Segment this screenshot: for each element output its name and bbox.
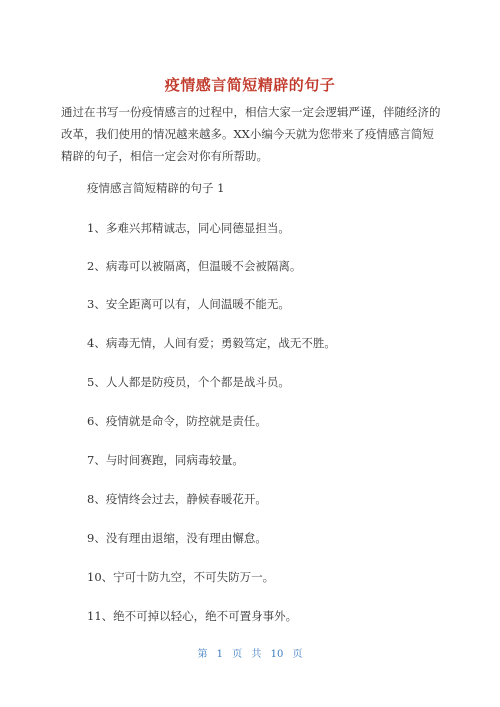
- list-item: 2、病毒可以被隔离，但温暖不会被隔离。: [87, 259, 302, 273]
- list-item: 7、与时间赛跑，同病毒较量。: [87, 453, 244, 467]
- list-item: 11、绝不可掉以轻心，绝不可置身事外。: [87, 609, 298, 623]
- list-item: 3、安全距离可以有，人间温暖不能无。: [87, 297, 290, 311]
- list-item: 6、疫情就是命令，防控就是责任。: [87, 414, 267, 428]
- list-item: 8、疫情终会过去，静候春暖花开。: [87, 492, 267, 506]
- intro-paragraph: 通过在书写一份疫情感言的过程中，相信大家一定会逻辑严谨，伴随经济的改革，我们使用的情况越来越多。XX小编今天就为您带来了疫情感言简短精辟的句子，相信一定会对你有所帮助。: [61, 105, 441, 163]
- list-item: 4、病毒无情，人间有爱；勇毅笃定，战无不胜。: [87, 336, 336, 350]
- list-item: 1、多难兴邦精诚志，同心同德显担当。: [87, 221, 290, 235]
- list-item: 9、没有理由退缩，没有理由懈怠。: [87, 531, 267, 545]
- document-title: 疫情感言简短精辟的句子: [164, 76, 336, 94]
- page-footer: 第 1 页 共 10 页: [197, 649, 303, 660]
- list-item: 10、宁可十防九空，不可失防万一。: [87, 570, 275, 584]
- list-item: 5、人人都是防疫员，个个都是战斗员。: [87, 375, 290, 389]
- section-subheading: 疫情感言简短精辟的句子 1: [87, 181, 225, 195]
